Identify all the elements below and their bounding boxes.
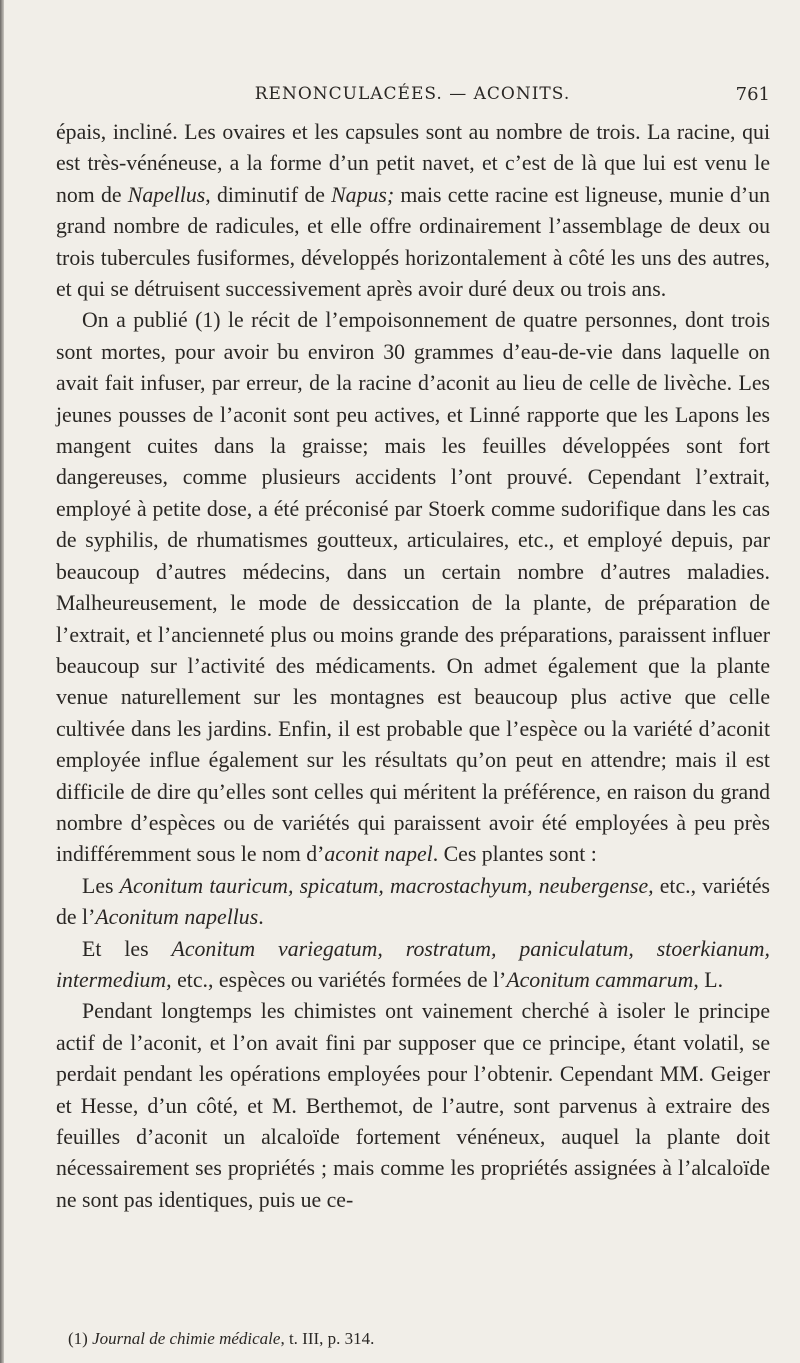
- footnote-marker: (1): [68, 1329, 88, 1348]
- italic-text: Aconitum tauricum, spicatum, macrostachyum, neubergense,: [119, 873, 654, 898]
- footnote-ref: , t. III, p. 314.: [280, 1329, 375, 1348]
- footnote-source: Journal de chimie médicale: [92, 1329, 281, 1348]
- italic-text: Napus;: [331, 182, 395, 207]
- paragraph: [56, 934, 770, 997]
- footnote: [68, 1329, 770, 1349]
- page-header: [55, 84, 770, 112]
- italic-text: Aconitum variegatum, rostratum, paniculatum, stoerkianum, intermedium,: [56, 936, 770, 992]
- italic-text: Aconitum cammarum: [506, 967, 694, 992]
- paragraph: [56, 996, 770, 1216]
- text-run: Et les: [82, 936, 172, 961]
- page-edge-shadow: [0, 0, 4, 1363]
- text-run: épais, incliné. Les ovaires et les capsules sont au nombre de trois. La racine, qui est très-vénéneuse, a la forme d’un petit navet, et c’est de là que lui est venu le nom de: [56, 120, 770, 207]
- text-run: Les: [82, 873, 120, 898]
- text-run: , L.: [693, 967, 724, 992]
- italic-text: Napellus: [127, 182, 206, 207]
- text-run: .: [258, 905, 264, 930]
- paragraph: [56, 305, 770, 870]
- text-run: , diminutif de: [205, 182, 332, 207]
- text-run: Pendant longtemps les chimistes ont vainement cherché à isoler le principe actif de l’aconit, et l’on avait fini par supposer que ce principe, étant volatil, se perdait pendant les opérations employées pour l’obtenir. Cependant MM. Geiger et Hesse, d’un côté, et M. Berthemot, de l’autre, sont parvenus à extraire des feuilles d’aconit un alcaloïde fortement vénéneux, auquel la plante doit nécessairement ses propriétés ; mais comme les propriétés assignées à l’alcaloïde ne sont pas identiques, puis ue ce-: [56, 999, 770, 1212]
- paragraph: [56, 871, 770, 934]
- text-run: . Ces plantes sont :: [432, 842, 597, 867]
- page-number: 761: [735, 84, 770, 105]
- paragraph: [56, 117, 770, 305]
- text-run: etc., variétés de l’: [56, 873, 770, 930]
- running-title: RENONCULACÉES. — ACONITS.: [254, 84, 571, 104]
- text-run: On a publié (1) le récit de l’empoisonnement de quatre personnes, dont trois sont mortes, pour avoir bu environ 30 grammes d’eau-de-vie dans laquelle on avait fait infuser, par erreur, de la racine d’aconit au lieu de celle de livèche. Les jeunes pousses de l’aconit sont peu actives, et Linné rapporte que les Lapons les mangent cuites dans la graisse; mais les feuilles développées sont fort dangereuses, comme plusieurs accidents l’ont prouvé. Cependant l’extrait, employé à petite dose, a été préconisé par Stoerk comme sudorifique dans les cas de syphilis, de rhumatismes goutteux, articulaires, etc., et employé depuis, par beaucoup d’autres médecins, dans un certain nombre d’autres maladies. Malheureusement, le mode de dessiccation de la plante, de préparation de l’extrait, et l’ancienneté plus ou moins grande des préparations, paraissent influer beaucoup sur l’activité des médicaments. On admet également que la plante venue naturellement sur les montagnes est beaucoup plus active que celle cultivée dans les jardins. Enfin, il est probable que l’espèce ou la variété d’aconit employée influe également sur les résultats qu’on peut en attendre; mais il est difficile de dire qu’elles sont celles qui méritent la préférence, en raison du grand nombre d’espèces ou de variétés qui paraissent avoir été employées à peu près indifféremment sous le nom d’: [56, 308, 770, 867]
- text-run: etc., espèces ou variétés formées de l’: [171, 967, 507, 992]
- italic-text: Aconitum napellus: [95, 905, 259, 930]
- italic-text: aconit napel: [324, 842, 433, 867]
- body-text: [56, 117, 770, 1216]
- text-run: mais cette racine est ligneuse, munie d’un grand nombre de radicules, et elle offre ordinairement l’assemblage de deux ou trois tubercules fusiformes, développés horizontalement à côté les uns des autres, et qui se détruisent successivement après avoir duré deux ou trois ans.: [56, 182, 770, 302]
